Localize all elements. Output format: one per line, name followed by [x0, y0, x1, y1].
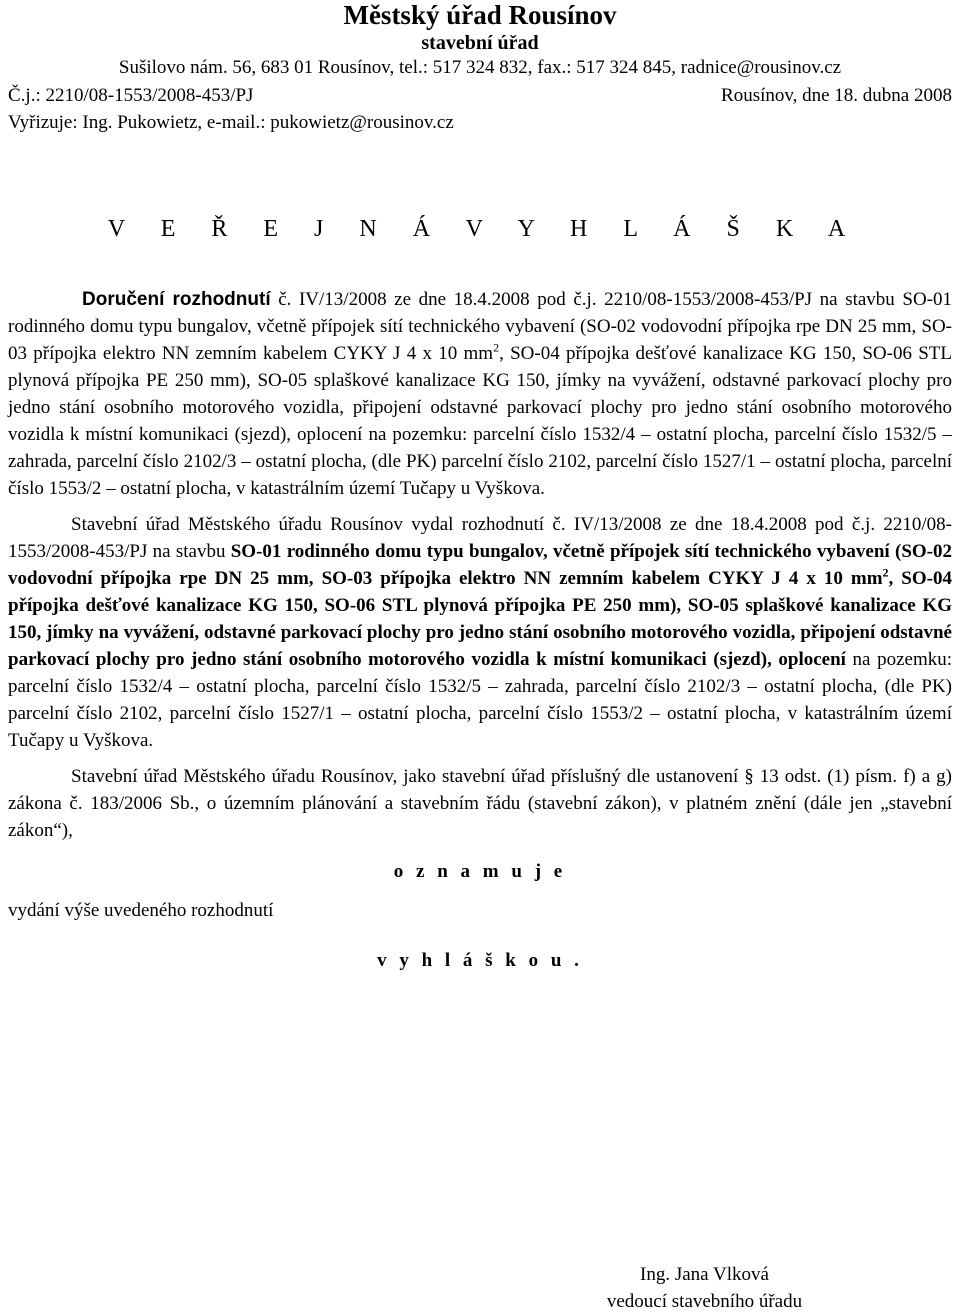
handler-line: Vyřizuje: Ing. Pukowietz, e-mail.: pukowietz@rousinov.cz: [8, 112, 454, 133]
reference-number: Č.j.: 2210/08-1553/2008-453/PJ: [8, 85, 254, 106]
decree-word: v y h l á š k o u .: [377, 950, 583, 971]
decision-post: na pozemku: parcelní číslo 1532/4 – ostatní plocha, parcelní číslo 1532/5 – zahrada, parcelní číslo 2102/3 – ostatní plocha, (dle PK) parcelní číslo 2102, parcelní číslo 1527/1 – ostatní plocha, parcelní číslo 1553/2 – ostatní plocha, v katastrálním území Tučapy u Vyškova.: [8, 649, 953, 751]
signature-name: Ing. Jana Vlková: [640, 1264, 769, 1285]
announce-word: o z n a m u j e: [393, 861, 567, 882]
authority-paragraph: Stavební úřad Městského úřadu Rousínov, jako stavební úřad příslušný dle ustanovení § 13 odst. (1) písm. f) a g) zákona č. 183/2006 Sb., o územním plánování a stavebním řádu (stavební zákon), v platném znění (dále jen „stavební zákon“),: [8, 766, 952, 841]
reference-row: [8, 82, 952, 109]
decision-bold-2: , SO-04 přípojka dešťové kanalizace KG 150, SO-06 STL plynová přípojka PE 250 mm), SO-05 splaškové kanalizace KG 150, jímky na vyvážení, odstavné parkovací plochy pro jedno stání osobního motorového vozidla, připojení odstavné parkovací plochy pro jedno stání osobního motorového vozidla k místní komunikaci (sjezd), oplocení: [8, 568, 952, 670]
office-address: Sušilovo nám. 56, 683 01 Rousínov, tel.: 517 324 832, fax.: 517 324 845, radnice@rousinov.cz: [118, 57, 842, 78]
decision-paragraph: [8, 511, 952, 754]
signature-role: vedoucí stavebního úřadu: [606, 1291, 803, 1312]
issued-line: vydání výše uvedeného rozhodnutí: [8, 900, 274, 921]
intro-sup: 2: [493, 340, 500, 355]
decision-sup: 2: [882, 565, 889, 580]
decision-bold-1: SO-01 rodinného domu typu bungalov, včetně přípojek sítí technického vybavení (SO-02 vodovodní přípojka rpe DN 25 mm, SO-03 přípojka elektro NN zemním kabelem CYKY J 4 x 10 mm: [8, 541, 952, 589]
intro-text-2: , SO-04 přípojka dešťové kanalizace KG 150, SO-06 STL plynová přípojka PE 250 mm), SO-05 splaškové kanalizace KG 150, jímky na vyvážení, odstavné parkovací plochy pro jedno stání osobního motorového vozidla, připojení odstavné parkovací plochy pro jedno stání osobního motorového vozidla k místní komunikaci (sjezd), oplocení na pozemku: parcelní číslo 1532/4 – ostatní plocha, parcelní číslo 1532/5 – zahrada, parcelní číslo 2102/3 – ostatní plocha, (dle PK) parcelní číslo 2102, parcelní číslo 1527/1 – ostatní plocha, parcelní číslo 1553/2 – ostatní plocha, v katastrálním území Tučapy u Vyškova.: [8, 343, 953, 499]
document-page: [8, 0, 952, 974]
decision-pre: Stavební úřad Městského úřadu Rousínov vydal rozhodnutí č. IV/13/2008 ze dne 18.4.2008 pod č.j. 2210/08-1553/2008-453/PJ na stavbu: [8, 514, 952, 562]
office-name: Městský úřad Rousínov: [343, 0, 617, 30]
intro-text: č. IV/13/2008 ze dne 18.4.2008 pod č.j. 2210/08-1553/2008-453/PJ na stavbu SO-01 rodinného domu typu bungalov, včetně přípojek sítí technického vybavení (SO-02 vodovodní přípojka rpe DN 25 mm, SO-03 přípojka elektro NN zemním kabelem CYKY J 4 x 10 mm: [8, 289, 953, 364]
intro-bold: Doručení rozhodnutí: [82, 289, 271, 310]
department-name: stavební úřad: [421, 32, 539, 54]
document-title: V E Ř E J N Á V Y H L Á Š K A: [107, 216, 853, 242]
intro-paragraph: [8, 286, 952, 502]
place-date: Rousínov, dne 18. dubna 2008: [721, 85, 952, 106]
